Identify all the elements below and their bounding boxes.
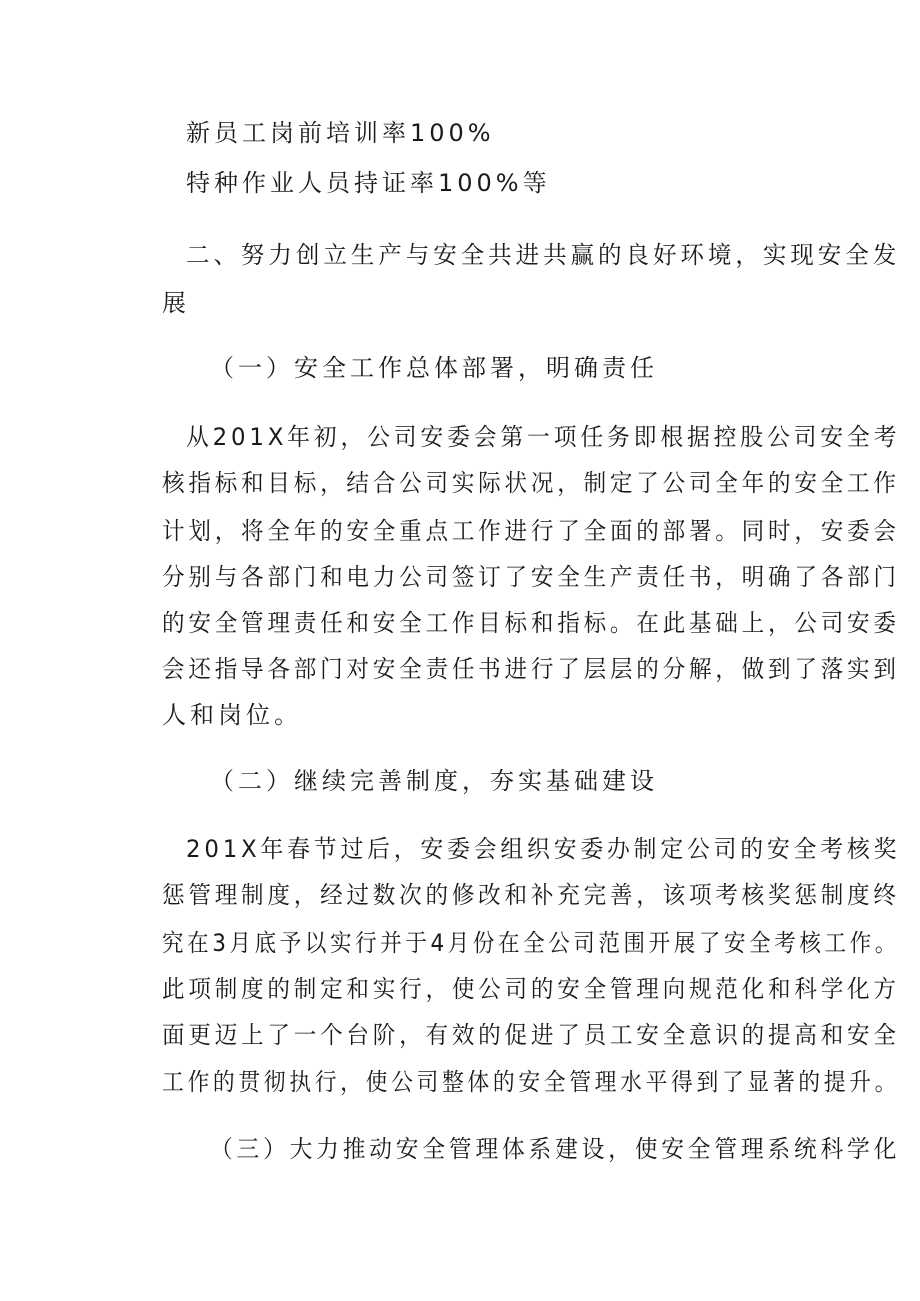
indicator-line-training-rate: 新员工岗前培训率100% [186,119,495,147]
subsection-heading-2: （二）继续完善制度，夯实基础建设 [210,767,658,795]
subsection-heading-3: （三）大力推动安全管理体系建设，使安全管理系统科学化 [210,1135,901,1163]
paragraph-1-line-3: 计划，将全年的安全重点工作进行了全面的部署。同时，安委会 [162,517,900,545]
paragraph-2-line-5: 面更迈上了一个台阶，有效的促进了员工安全意识的提高和安全 [162,1021,900,1049]
subsection-heading-1: （一）安全工作总体部署，明确责任 [210,354,658,382]
section-heading-2-cont: 展 [162,289,190,317]
paragraph-2-line-6: 工作的贯彻执行，使公司整体的安全管理水平得到了显著的提升。 [162,1068,901,1096]
paragraph-2-line-3: 究在3月底予以实行并于4月份在全公司范围开展了安全考核工作。 [162,929,900,957]
paragraph-1-line-4: 分别与各部门和电力公司签订了安全生产责任书，明确了各部门 [162,563,900,591]
indicator-line-certification-rate: 特种作业人员持证率100%等 [186,169,551,197]
paragraph-1-line-5: 的安全管理责任和安全工作目标和指标。在此基础上，公司安委 [162,609,900,637]
paragraph-1-line-1: 从201X年初，公司安委会第一项任务即根据控股公司安全考 [186,423,901,451]
paragraph-2-line-2: 惩管理制度，经过数次的修改和补充完善，该项考核奖惩制度终 [162,881,900,909]
paragraph-2-line-4: 此项制度的制定和实行，使公司的安全管理向规范化和科学化方 [162,975,900,1003]
paragraph-1-line-7: 人和岗位。 [162,701,302,729]
paragraph-1-line-6: 会还指导各部门对安全责任书进行了层层的分解，做到了落实到 [162,655,900,683]
paragraph-1-line-2: 核指标和目标，结合公司实际状况，制定了公司全年的安全工作 [162,469,900,497]
paragraph-2-line-1: 201X年春节过后，安委会组织安委办制定公司的安全考核奖 [186,835,901,863]
section-heading-2: 二、努力创立生产与安全共进共赢的良好环境，实现安全发 [186,241,901,269]
